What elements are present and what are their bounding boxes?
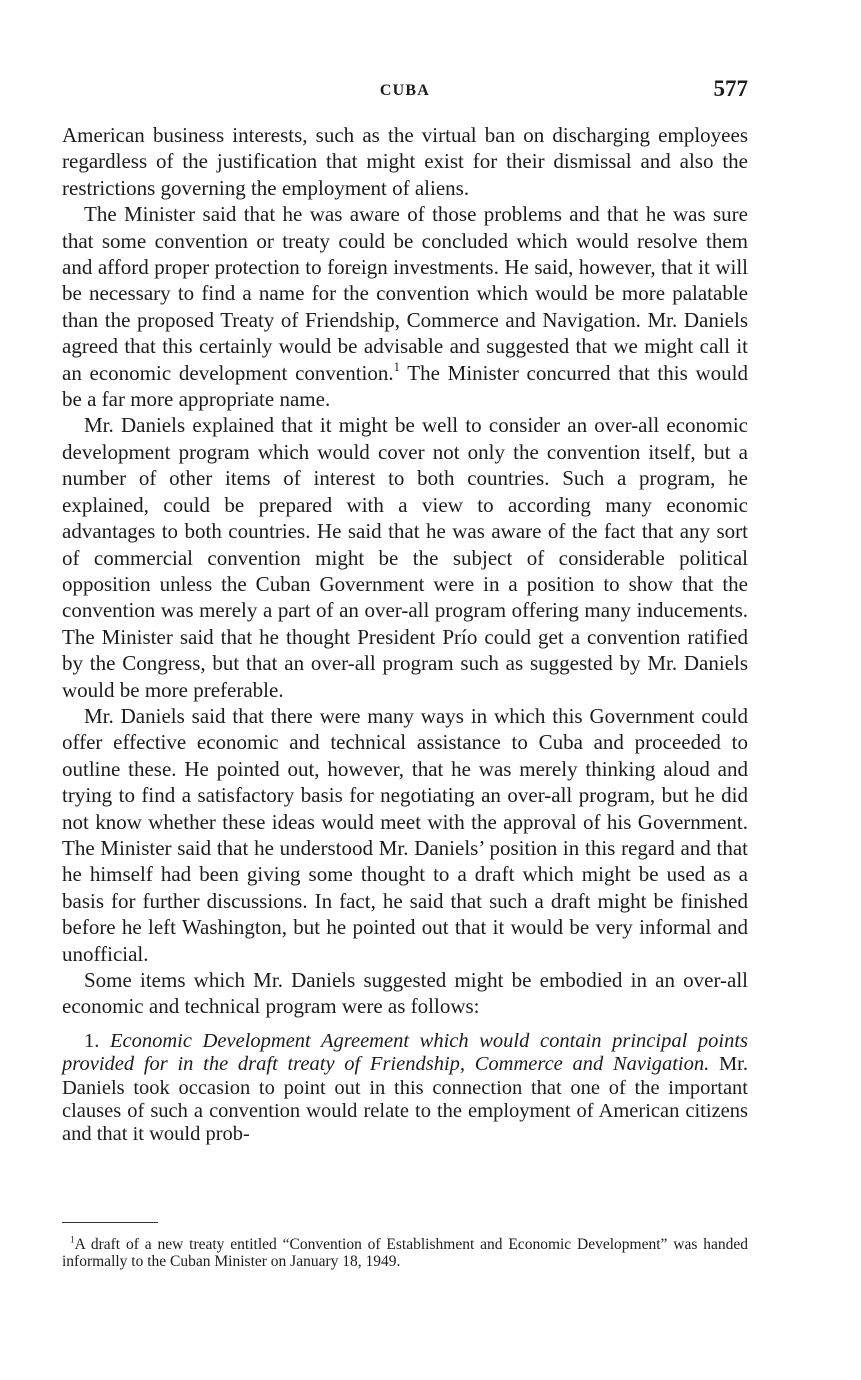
list-item-number: 1. [84,1029,100,1052]
paragraph-2 [62,201,748,412]
footnote-divider [62,1222,158,1223]
paragraph-4: Mr. Daniels said that there were many ways in which this Government could offer effective economic and technical assistance to Cuba and proceeded to outline these. He pointed out, however, that he was merely thinking aloud and trying to find a satisfactory basis for negotiating an over-all program, but he did not know whether these ideas would meet with the approval of his Government. The Minister said that he understood Mr. Daniels’ position in this regard and that he himself had been giving some thought to a draft which might be used as a basis for further discussions. In fact, he said that such a draft might be finished before he left Washington, but he pointed out that it would be very informal and unofficial. [62,703,748,966]
running-head: CUBA [379,82,431,99]
paragraph-2-text: The Minister said that he was aware of those problems and that he was sure that some convention or treaty could be concluded which would resolve them and afford proper protection to foreign investments. He said, however, that it will be necessary to find a name for the convention which would be more palatable than the proposed Treaty of Friendship, Commerce and Navigation. Mr. Daniels agreed that this certainly would be advisable and suggested that we might call it an economic development convention. [62,202,748,385]
paragraph-5: Some items which Mr. Daniels suggested might be embodied in an over-all economic and technical program were as follows: [62,968,748,1019]
paragraph-2-text-end: The Minister concurred that this would be a far more appropriate name. [62,360,748,412]
footnote-marker: 1 [70,1235,75,1246]
footnote-text: A draft of a new treaty entitled “Convention of Establishment and Economic Development” was handed informally to the Cuban Minister on January 18, 1949. [62,1236,748,1270]
list-item-text: Mr. Daniels took occasion to point out in this connection that one of the important clauses of such a convention would relate to the employment of American citizens and that it would prob- [62,1053,748,1146]
list-item-title: Economic Development Agreement which would contain principal points provided for in the draft treaty of Friendship, Commerce and Navigation. [62,1029,749,1076]
paragraph-1: American business interests, such as the virtual ban on discharging employees regardless of the justification that might exist for their dismissal and also the restrictions governing the employment of aliens. [62,123,748,200]
paragraph-3: Mr. Daniels explained that it might be well to consider an over-all economic development program which would cover not only the convention itself, but a number of other items of interest to both countries. Such a program, he explained, could be prepared with a view to according many economic advantages to both countries. He said that he was aware of the fact that any sort of commercial convention might be the subject of considerable political opposition unless the Cuban Government were in a position to show that the convention was merely a part of an over-all program offering many inducements. The Minister said that he thought President Prío could get a convention ratified by the Congress, but that an over-all program such as suggested by Mr. Daniels would be more preferable. [62,413,748,702]
footnote [62,1236,748,1270]
body-text [62,122,748,1147]
page-number: 577 [713,76,748,101]
footnote-reference: 1 [393,359,400,374]
list-item [62,1030,748,1147]
page-header [62,74,748,108]
